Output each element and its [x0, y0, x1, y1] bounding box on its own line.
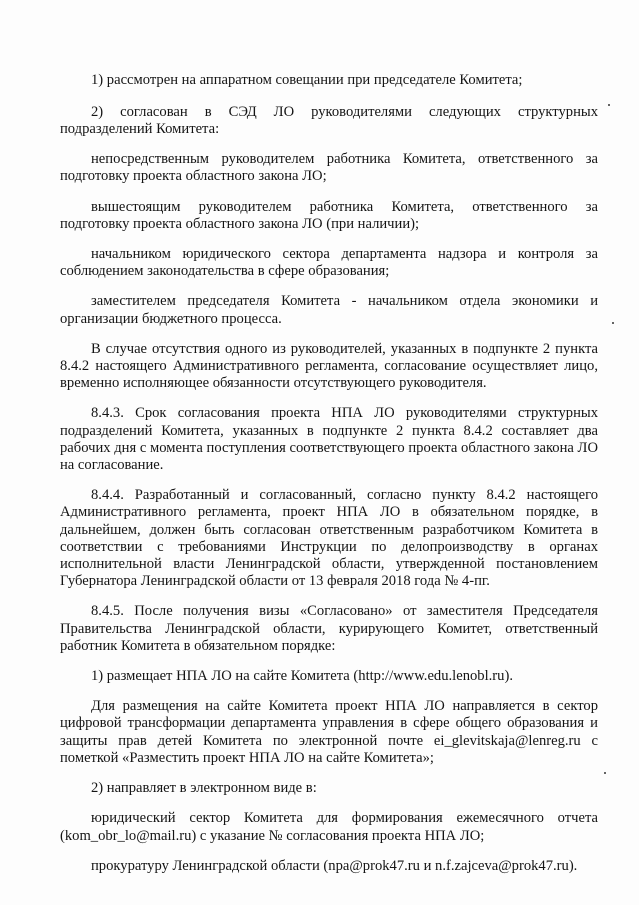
- list-item-send-electronic: 2) направляет в электронном виде в:: [91, 780, 317, 797]
- clause-8-4-5: 8.4.5. После получения визы «Согласовано» от заместителя Председателя Правительства Ленинградской области, курирующего Комитет, ответственный работник Комитета в обязательном порядке:: [60, 603, 598, 654]
- recipient-legal-sector: юридический сектор Комитета для формирования ежемесячного отчета (kom_obr_lo@mail.ru) с указание № согласования проекта НПА ЛО;: [60, 810, 598, 844]
- absence-clause: В случае отсутствия одного из руководителей, указанных в подпункте 2 пункта 8.4.2 настоящего Административного регламента, согласование осуществляет лицо, временно исполняющее обязанности отсутствующего руководителя.: [60, 340, 598, 392]
- approver-senior-manager: вышестоящим руководителем работника Комитета, ответственного за подготовку проекта областного закона ЛО (при наличии);: [60, 198, 598, 232]
- recipient-prosecutor: прокуратуру Ленинградской области (npa@prok47.ru и n.f.zajceva@prok47.ru).: [91, 857, 578, 874]
- approver-legal-sector: начальником юридического сектора департамента надзора и контроля за соблюдением законодательства в сфере образования;: [60, 246, 598, 280]
- approver-direct-manager: непосредственным руководителем работника Комитета, ответственного за подготовку проекта областного закона ЛО;: [60, 151, 598, 185]
- publish-instructions: Для размещения на сайте Комитета проект НПА ЛО направляется в сектор цифровой трансформации департамента управления в сфере общего образования и защиты прав детей Комитета по электронной почте ei_glevitskaja@lenreg.ru с пометкой «Разместить проект НПА ЛО на сайте Комитета»;: [60, 698, 598, 766]
- scan-speck: [608, 104, 610, 106]
- clause-8-4-3: 8.4.3. Срок согласования проекта НПА ЛО руководителями структурных подразделений Комитета, указанных в подпункте 2 пункта 8.4.2 составляет два рабочих дня с момента поступления соответствующего проекта областного закона ЛО на согласование.: [60, 405, 598, 474]
- scan-speck: [612, 322, 614, 324]
- document-body: [60, 72, 598, 888]
- clause-8-4-4: 8.4.4. Разработанный и согласованный, согласно пункту 8.4.2 настоящего Административного регламента, проект НПА ЛО в обязательном порядке, в дальнейшем, должен быть согласован ответственным разработчиком Комитета в соответствии с требованиями Инструкции по делопроизводству в органах исполнительной власти Ленинградской области, утвержденной постановлением Губернатора Ленинградской области от 13 февраля 2018 года № 4-пг.: [60, 487, 598, 590]
- scan-speck: [604, 772, 606, 774]
- list-item-publish-site: 1) размещает НПА ЛО на сайте Комитета (http://www.edu.lenobl.ru).: [91, 668, 513, 685]
- approver-deputy-chairman: заместителем председателя Комитета - начальником отдела экономики и организации бюджетного процесса.: [60, 293, 598, 327]
- list-item-reviewed: 1) рассмотрен на аппаратном совещании при председателе Комитета;: [91, 72, 523, 88]
- list-item-approved: 2) согласован в СЭД ЛО руководителями следующих структурных подразделений Комитета:: [60, 103, 598, 137]
